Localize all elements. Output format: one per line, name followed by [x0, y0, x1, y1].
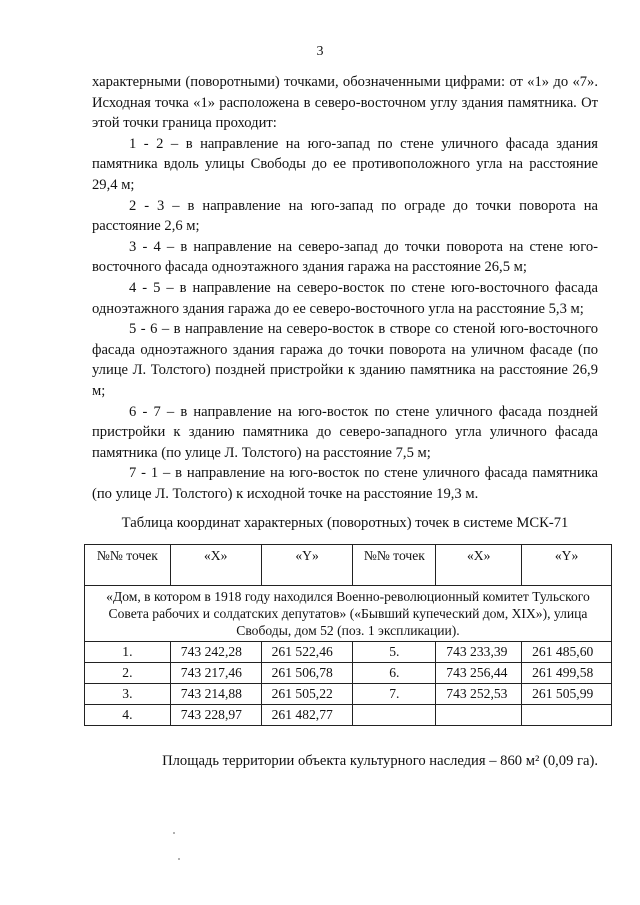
paragraph-segment-6-7: 6 - 7 – в направление на юго-восток по стене уличного фасада поздней пристройки к зданию памятника до северо-западного угла уличного фасада памятника (по улице Л. Толстого) на расстояние 7,5 м;: [92, 403, 598, 461]
header-y: «Y»: [261, 545, 353, 586]
point-number: 7.: [353, 684, 436, 705]
x-value: 743 217,46: [170, 663, 261, 684]
y-value: 261 505,22: [261, 684, 353, 705]
empty-cell: [353, 705, 436, 726]
empty-cell: [522, 705, 612, 726]
boundary-description: [92, 72, 598, 504]
paragraph-segment-5-6: 5 - 6 – в направление на северо-восток в створе со стеной юго-восточного фасада одноэтажного здания гаража до точки поворота на уличном фасаде (по улице Л. Толстого) поздней пристройки к зданию памятника на расстояние 26,9 м;: [92, 321, 598, 399]
header-point-number: №№ точек: [85, 545, 171, 586]
y-value: 261 522,46: [261, 642, 353, 663]
header-point-number-2: №№ точек: [353, 545, 436, 586]
y-value: 261 485,60: [522, 642, 612, 663]
point-number: 4.: [85, 705, 171, 726]
object-name-row: [85, 586, 612, 642]
x-value: 743 214,88: [170, 684, 261, 705]
page-number: 3: [316, 44, 324, 59]
point-number: 2.: [85, 663, 171, 684]
table-caption: Таблица координат характерных (поворотных) точек в системе МСК-71: [121, 515, 569, 531]
x-value: 743 252,53: [436, 684, 522, 705]
y-value: 261 505,99: [522, 684, 612, 705]
paragraph-segment-4-5: 4 - 5 – в направление на северо-восток по стене юго-восточного фасада одноэтажного здания гаража до ее северо-восточного угла на расстояние 5,3 м;: [92, 279, 598, 317]
table-row: [85, 705, 612, 726]
paragraph-segment-3-4: 3 - 4 – в направление на северо-запад до точки поворота на стене юго-восточного фасада одноэтажного здания гаража на расстояние 26,5 м;: [92, 238, 598, 276]
empty-cell: [436, 705, 522, 726]
y-value: 261 482,77: [261, 705, 353, 726]
point-number: 5.: [353, 642, 436, 663]
paragraph-intro: характерными (поворотными) точками, обозначенными цифрами: от «1» до «7». Исходная точка «1» расположена в северо-восточном углу здания памятника. От этой точки граница проходит:: [92, 74, 598, 132]
paragraph-segment-2-3: 2 - 3 – в направление на юго-запад по ограде до точки поворота на расстояние 2,6 м;: [92, 197, 598, 235]
scan-speck: [178, 858, 180, 860]
table-header-row: [85, 545, 612, 586]
object-name: «Дом, в котором в 1918 году находился Военно-революционный комитет Тульского Совета рабочих и солдатских депутатов» («Бывший купеческий дом, XIX»), улица Свободы, дом 52 (поз. 1 экспликации).: [85, 586, 612, 642]
point-number: 3.: [85, 684, 171, 705]
scan-speck: [173, 832, 175, 834]
header-y-2: «Y»: [522, 545, 612, 586]
paragraph-segment-7-1: 7 - 1 – в направление на юго-восток по стене уличного фасада памятника (по улице Л. Толстого) к исходной точке на расстояние 19,3 м.: [92, 465, 598, 502]
paragraph-segment-1-2: 1 - 2 – в направление на юго-запад по стене уличного фасада здания памятника вдоль улицы Свободы до ее противоположного угла на расстояние 29,4 м;: [92, 135, 598, 193]
y-value: 261 499,58: [522, 663, 612, 684]
table-row: [85, 663, 612, 684]
y-value: 261 506,78: [261, 663, 353, 684]
coordinates-table: [84, 544, 612, 726]
table-row: [85, 684, 612, 705]
x-value: 743 228,97: [170, 705, 261, 726]
x-value: 743 233,39: [436, 642, 522, 663]
table-row: [85, 642, 612, 663]
x-value: 743 256,44: [436, 663, 522, 684]
area-statement: Площадь территории объекта культурного наследия – 860 м² (0,09 га).: [162, 753, 598, 769]
point-number: 6.: [353, 663, 436, 684]
x-value: 743 242,28: [170, 642, 261, 663]
point-number: 1.: [85, 642, 171, 663]
header-x-2: «X»: [436, 545, 522, 586]
header-x: «X»: [170, 545, 261, 586]
